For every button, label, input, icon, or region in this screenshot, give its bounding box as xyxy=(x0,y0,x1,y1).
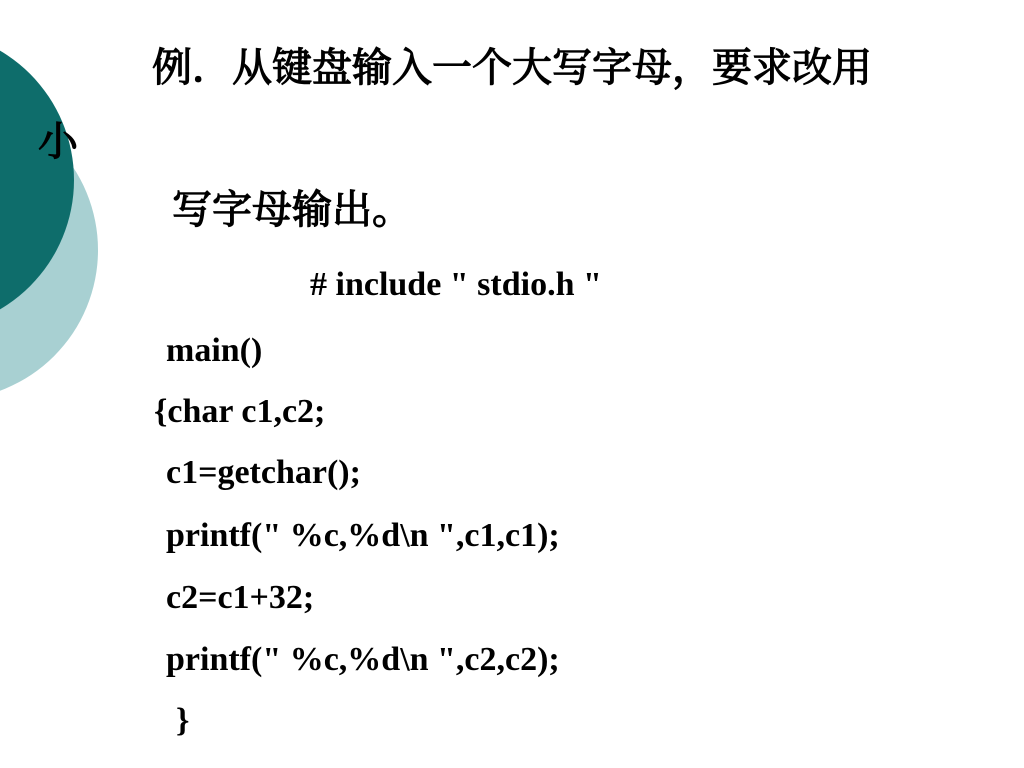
title-line-2: 小 xyxy=(38,119,78,164)
code-line-closing-brace: } xyxy=(176,702,190,739)
title-line-3: 写字母输出。 xyxy=(172,187,412,232)
title-line-1: 例．从键盘输入一个大写字母，要求改用 xyxy=(152,45,872,90)
code-line-include: # include " stdio.h " xyxy=(310,266,602,303)
code-line-printf-c1: printf(" %c,%d\n ",c1,c1); xyxy=(166,517,560,554)
code-line-getchar: c1=getchar(); xyxy=(166,454,361,491)
code-line-printf-c2: printf(" %c,%d\n ",c2,c2); xyxy=(166,641,560,678)
code-line-declaration: {char c1,c2; xyxy=(154,393,326,430)
code-line-assignment: c2=c1+32; xyxy=(166,579,315,616)
code-line-main: main() xyxy=(166,332,263,369)
